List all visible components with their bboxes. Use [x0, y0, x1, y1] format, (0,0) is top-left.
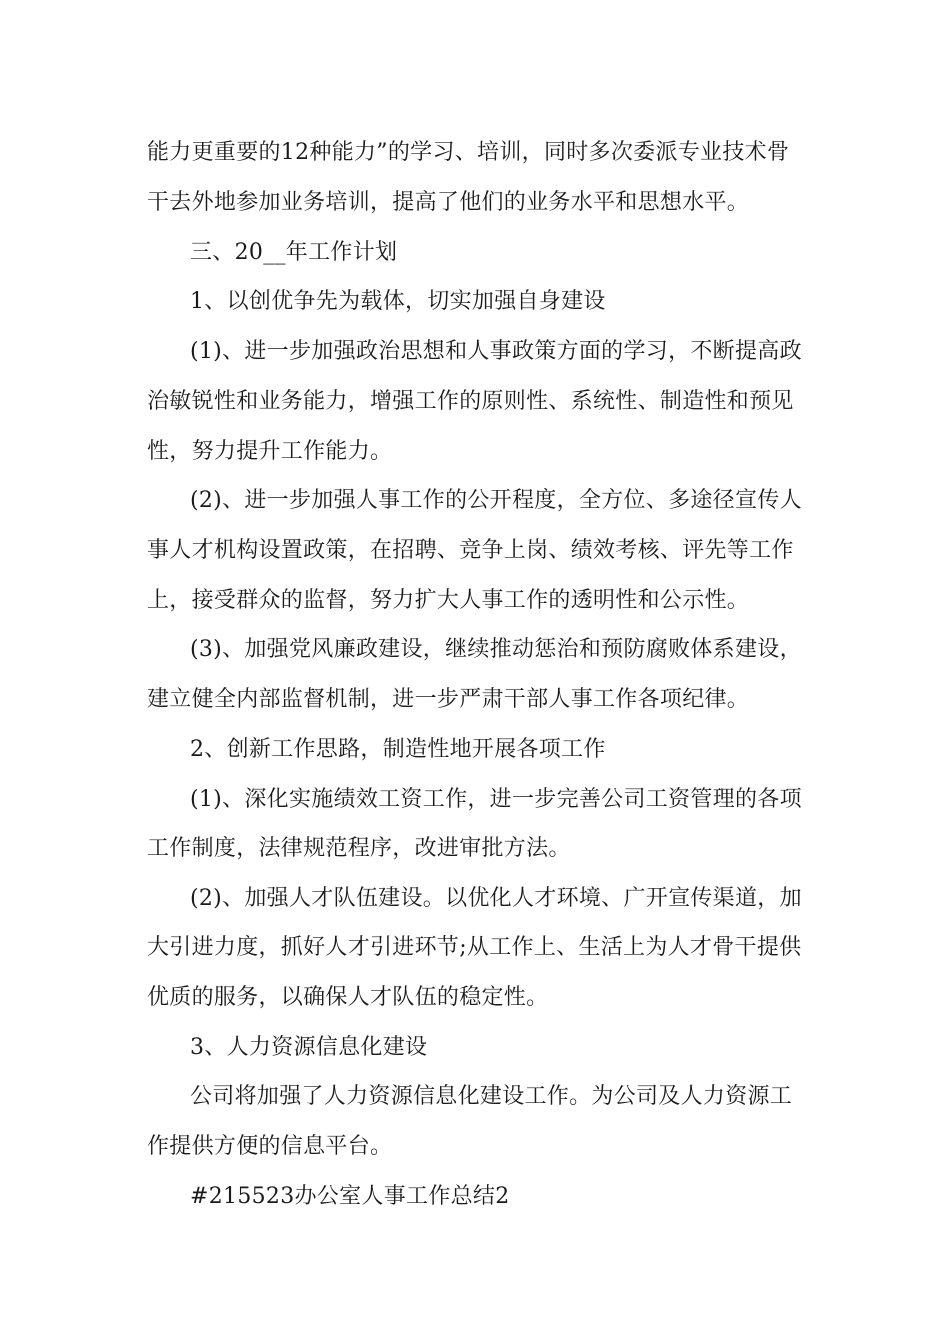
- text-line: (2)、进一步加强人事工作的公开程度，全方位、多途径宣传人: [190, 488, 802, 513]
- text-line: 治敏锐性和业务能力，增强工作的原则性、系统性、制造性和预见: [147, 389, 794, 414]
- subsection-heading: 3、人力资源信息化建设: [190, 1035, 428, 1060]
- text-line: 性，努力提升工作能力。: [147, 439, 393, 464]
- text-line: 事人才机构设置政策，在招聘、竞争上岗、绩效考核、评先等工作: [147, 538, 794, 563]
- subsection-heading: 2、创新工作思路，制造性地开展各项工作: [190, 737, 606, 762]
- text-line: 优质的服务，以确保人才队伍的稳定性。: [147, 985, 549, 1010]
- text-line: 大引进力度，抓好人才引进环节;从工作上、生活上为人才骨干提供: [147, 935, 802, 960]
- section-heading: 三、20__年工作计划: [190, 240, 398, 265]
- text-line: (3)、加强党风廉政建设，继续推动惩治和预防腐败体系建设，: [190, 637, 802, 662]
- text-line: 工作制度，法律规范程序，改进审批方法。: [147, 836, 571, 861]
- text-line: 干去外地参加业务培训，提高了他们的业务水平和思想水平。: [147, 190, 750, 215]
- text-line: (2)、加强人才队伍建设。以优化人才环境、广开宣传渠道，加: [190, 886, 802, 911]
- text-line: 作提供方便的信息平台。: [147, 1134, 393, 1159]
- text-line: (1)、进一步加强政治思想和人事政策方面的学习，不断提高政: [190, 339, 802, 364]
- text-line: 能力更重要的12种能力”的学习、培训，同时多次委派专业技术骨: [147, 140, 790, 165]
- document-title: #215523办公室人事工作总结2: [190, 1184, 510, 1209]
- text-line: 上，接受群众的监督，努力扩大人事工作的透明性和公示性。: [147, 588, 750, 613]
- text-line: 公司将加强了人力资源信息化建设工作。为公司及人力资源工: [190, 1084, 793, 1109]
- text-line: 建立健全内部监督机制，进一步严肃干部人事工作各项纪律。: [147, 687, 750, 712]
- text-line: (1)、深化实施绩效工资工作，进一步完善公司工资管理的各项: [190, 787, 802, 812]
- subsection-heading: 1、以创优争先为载体，切实加强自身建设: [190, 289, 606, 314]
